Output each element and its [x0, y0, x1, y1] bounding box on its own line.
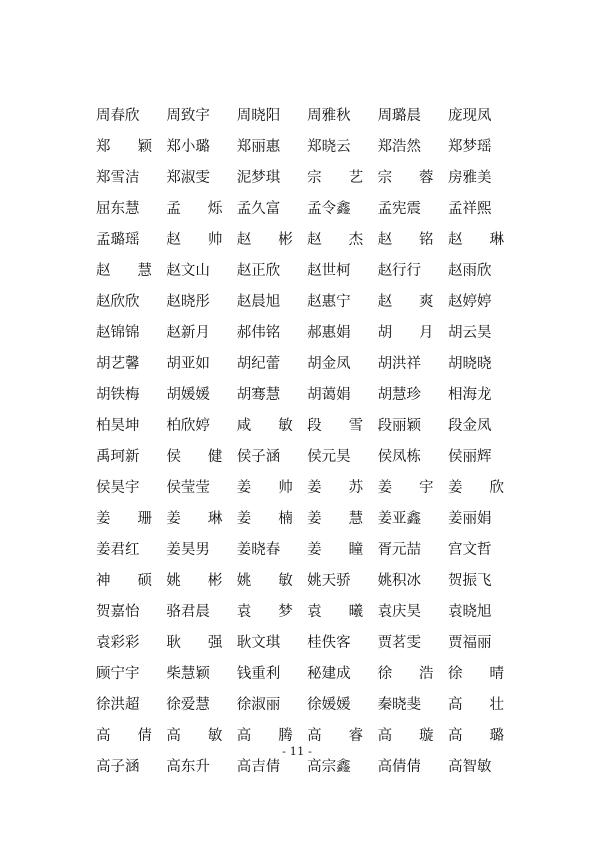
name-cell: 徐爱慧 — [166, 697, 210, 713]
name-cell: 袁梦 — [236, 604, 293, 620]
name-cell: 耿文琪 — [236, 635, 281, 651]
name-cell: 宗艺 — [307, 170, 364, 186]
name-cell: 袁晓旭 — [447, 604, 492, 620]
name-cell: 高智敏 — [447, 759, 492, 775]
name-cell: 周春欣 — [96, 108, 140, 124]
name-cell: 胡月 — [377, 325, 434, 341]
name-cell: 高壮 — [447, 697, 504, 713]
name-cell: 姚积冰 — [377, 573, 422, 589]
name-cell: 赵彬 — [236, 232, 293, 248]
name-cell: 郝伟铭 — [236, 325, 281, 341]
name-cell: 周雅秋 — [307, 108, 351, 124]
name-cell: 胡云昊 — [447, 325, 492, 341]
name-cell: 姜晓春 — [236, 542, 281, 558]
name-cell: 侯凤栋 — [377, 449, 422, 465]
name-cell: 赵雨欣 — [447, 263, 492, 279]
name-cell: 郑浩然 — [377, 139, 422, 155]
name-cell: 房雅美 — [447, 170, 492, 186]
name-cell: 胡慧珍 — [377, 387, 422, 403]
name-cell: 姜君红 — [96, 542, 140, 558]
name-cell: 姚彬 — [166, 573, 223, 589]
name-cell: 相海龙 — [447, 387, 492, 403]
name-cell: 神硕 — [96, 573, 152, 589]
name-cell: 胡晓晓 — [447, 356, 492, 372]
name-cell: 赵婷婷 — [447, 294, 492, 310]
name-cell: 侯丽辉 — [447, 449, 492, 465]
name-cell: 胡洪祥 — [377, 356, 422, 372]
name-cell: 姜亚鑫 — [377, 511, 422, 527]
name-cell: 耿强 — [166, 635, 223, 651]
name-cell: 侯莹莹 — [166, 480, 210, 496]
name-cell: 侯元昊 — [307, 449, 351, 465]
name-cell: 郑雪洁 — [96, 170, 140, 186]
name-cell: 柏欣婷 — [166, 418, 210, 434]
name-cell: 姜宇 — [377, 480, 434, 496]
name-cell: 高子涵 — [96, 759, 140, 775]
name-cell: 胡亚如 — [166, 356, 210, 372]
name-cell: 赵正欣 — [236, 263, 281, 279]
name-cell: 袁彩彩 — [96, 635, 140, 651]
name-cell: 徐媛媛 — [307, 697, 351, 713]
name-cell: 赵惠宁 — [307, 294, 351, 310]
name-cell: 周璐晨 — [377, 108, 422, 124]
name-cell: 泥梦琪 — [236, 170, 281, 186]
name-cell: 郝惠娟 — [307, 325, 351, 341]
name-cell: 徐洪超 — [96, 697, 140, 713]
name-cell: 高腾 — [236, 728, 293, 744]
name-cell: 姜琳 — [166, 511, 223, 527]
name-cell: 骆君晨 — [166, 604, 210, 620]
name-cell: 郑小璐 — [166, 139, 210, 155]
name-cell: 胥元喆 — [377, 542, 422, 558]
name-cell: 高宗鑫 — [307, 759, 351, 775]
name-cell: 姜瞳 — [307, 542, 364, 558]
name-cell: 徐晴 — [447, 666, 504, 682]
name-cell: 姜昊男 — [166, 542, 210, 558]
name-cell: 宗蓉 — [377, 170, 434, 186]
name-cell: 贾茗雯 — [377, 635, 422, 651]
name-cell: 赵文山 — [166, 263, 210, 279]
name-cell: 孟璐瑶 — [96, 232, 140, 248]
name-cell: 钱重利 — [236, 666, 281, 682]
name-cell: 姜楠 — [236, 511, 293, 527]
name-cell: 高吉倩 — [236, 759, 281, 775]
name-cell: 贺嘉怡 — [96, 604, 140, 620]
name-cell: 高倩 — [96, 728, 152, 744]
name-cell: 秦晓斐 — [377, 697, 422, 713]
name-cell: 赵帅 — [166, 232, 223, 248]
name-cell: 段雪 — [307, 418, 364, 434]
name-cell: 赵铭 — [377, 232, 434, 248]
name-cell: 郑梦瑶 — [447, 139, 492, 155]
name-cell: 柴慧颖 — [166, 666, 210, 682]
name-cell: 胡铁梅 — [96, 387, 140, 403]
name-cell: 赵晓彤 — [166, 294, 210, 310]
name-cell: 柏昊坤 — [96, 418, 140, 434]
name-cell: 姜慧 — [307, 511, 364, 527]
name-cell: 孟祥熙 — [447, 201, 492, 217]
name-cell: 赵杰 — [307, 232, 364, 248]
name-cell: 庞现凤 — [447, 108, 492, 124]
name-cell: 孟烁 — [166, 201, 223, 217]
name-cell: 侯健 — [166, 449, 223, 465]
name-list-grid — [96, 104, 506, 786]
name-cell: 胡骞慧 — [236, 387, 281, 403]
name-cell: 赵慧 — [96, 263, 152, 279]
name-cell: 宫文哲 — [447, 542, 492, 558]
name-cell: 胡纪蕾 — [236, 356, 281, 372]
name-cell: 周致宇 — [166, 108, 210, 124]
name-cell: 贺振飞 — [447, 573, 492, 589]
name-cell: 贾福丽 — [447, 635, 492, 651]
name-cell: 高敏 — [166, 728, 223, 744]
name-cell: 高东升 — [166, 759, 210, 775]
name-cell: 咸敏 — [236, 418, 293, 434]
name-cell: 屈东慧 — [96, 201, 140, 217]
name-cell: 赵爽 — [377, 294, 434, 310]
name-cell: 徐淑丽 — [236, 697, 281, 713]
name-cell: 高璐 — [447, 728, 504, 744]
name-cell: 姜丽娟 — [447, 511, 492, 527]
name-cell: 侯子涵 — [236, 449, 281, 465]
name-cell: 姚天骄 — [307, 573, 351, 589]
name-cell: 胡艺馨 — [96, 356, 140, 372]
name-cell: 赵世柯 — [307, 263, 351, 279]
name-cell: 周晓阳 — [236, 108, 281, 124]
name-cell: 郑丽惠 — [236, 139, 281, 155]
name-cell: 秘建成 — [307, 666, 351, 682]
name-cell: 段丽颖 — [377, 418, 422, 434]
name-cell: 胡媛媛 — [166, 387, 210, 403]
name-cell: 高睿 — [307, 728, 364, 744]
name-cell: 高璇 — [377, 728, 434, 744]
name-cell: 孟久富 — [236, 201, 281, 217]
name-cell: 赵琳 — [447, 232, 504, 248]
name-cell: 姚敏 — [236, 573, 293, 589]
name-cell: 姜珊 — [96, 511, 152, 527]
name-cell: 赵行行 — [377, 263, 422, 279]
name-cell: 郑晓云 — [307, 139, 351, 155]
page-number: - 11 - — [282, 744, 312, 758]
name-cell: 侯昊宇 — [96, 480, 140, 496]
name-cell: 徐浩 — [377, 666, 434, 682]
name-cell: 赵欣欣 — [96, 294, 140, 310]
name-cell: 姜苏 — [307, 480, 364, 496]
name-cell: 胡蔼娟 — [307, 387, 351, 403]
name-cell: 姜帅 — [236, 480, 293, 496]
name-cell: 高倩倩 — [377, 759, 422, 775]
name-cell: 袁曦 — [307, 604, 364, 620]
name-cell: 孟令鑫 — [307, 201, 351, 217]
name-cell: 胡金凤 — [307, 356, 351, 372]
name-cell: 赵锦锦 — [96, 325, 140, 341]
name-cell: 郑颖 — [96, 139, 152, 155]
name-cell: 顾宁宇 — [96, 666, 140, 682]
name-cell: 禹珂新 — [96, 449, 140, 465]
name-cell: 姜欣 — [447, 480, 504, 496]
name-cell: 袁庆昊 — [377, 604, 422, 620]
name-cell: 赵晨旭 — [236, 294, 281, 310]
name-cell: 孟宪震 — [377, 201, 422, 217]
name-cell: 桂佚客 — [307, 635, 351, 651]
name-cell: 赵新月 — [166, 325, 210, 341]
name-cell: 郑淑雯 — [166, 170, 210, 186]
name-cell: 段金凤 — [447, 418, 492, 434]
